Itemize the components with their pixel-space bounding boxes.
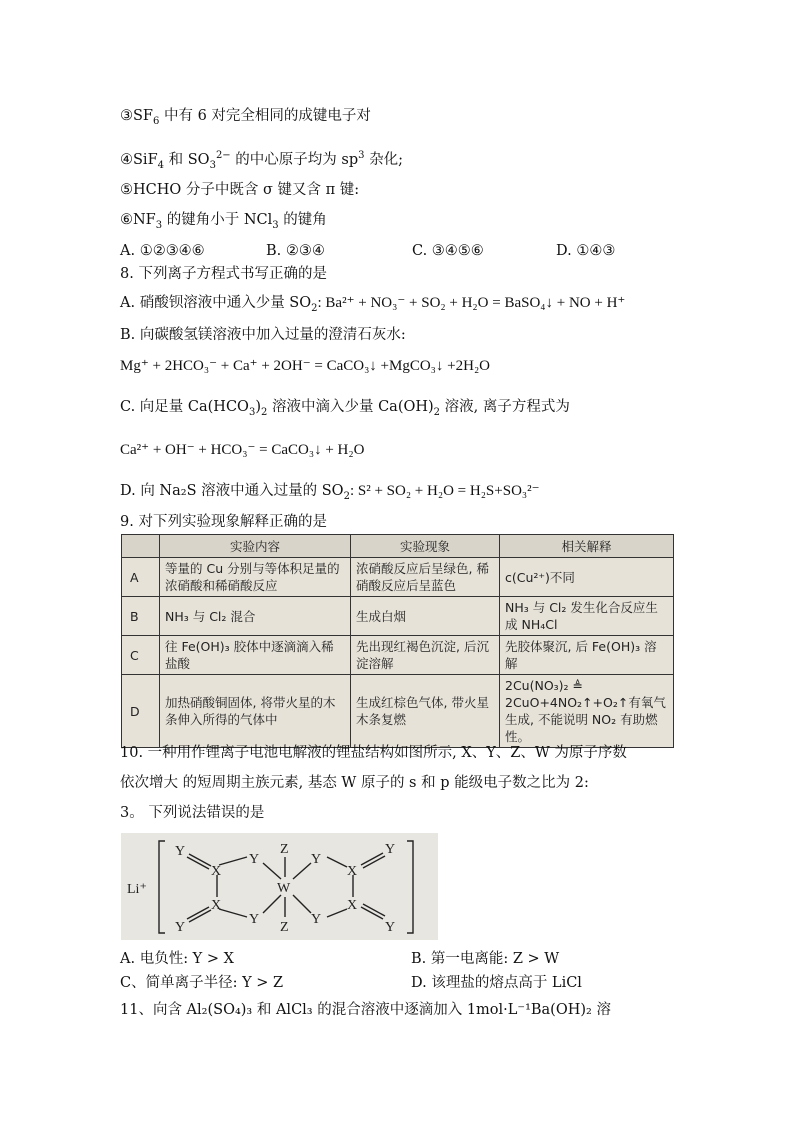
- atom-y: Y: [249, 912, 260, 927]
- q8-option-b-equation: Mg⁺ + 2HCO₃⁻ + Ca⁺ + 2OH⁻ = CaCO₃↓ +MgCO₃↓ +2H₂O: [120, 358, 491, 374]
- q7-option-c: C. ③④⑤⑥: [412, 243, 484, 259]
- q10-option-b: B. 第一电离能: Z > W: [411, 951, 560, 967]
- atom-z: Z: [280, 920, 289, 935]
- table-header-id: [122, 535, 160, 558]
- q9-stem: 9. 对下列实验现象解释正确的是: [120, 514, 327, 530]
- row-content: 往 Fe(OH)₃ 胶体中逐滴滴入稀盐酸: [160, 636, 351, 675]
- row-phenomenon: 浓硝酸反应后呈绿色, 稀硝酸反应后呈蓝色: [351, 558, 500, 597]
- q7-item4-end: 杂化;: [364, 152, 404, 168]
- q8-option-c-text: C. 向足量 Ca(HCO: [120, 399, 249, 415]
- q7-item4-mid: 和 SO: [164, 152, 210, 168]
- table-header-content: 实验内容: [160, 535, 351, 558]
- q8-option-d: D. 向 Na₂S 溶液中通入过量的 $SO_2$: S² + SO₂ + H₂O = H₂S+SO₃²⁻: [120, 483, 540, 502]
- q10-line2: 依次增大 的短周期主族元素, 基态 W 原子的 s 和 p 能级电子数之比为 2:: [120, 775, 589, 791]
- row-id: C: [122, 636, 160, 675]
- atom-x: X: [347, 864, 358, 879]
- row-explanation: c(Cu²⁺)不同: [500, 558, 674, 597]
- row-explanation: NH₃ 与 Cl₂ 发生化合反应生成 NH₄Cl: [500, 597, 674, 636]
- row-explanation: 先胶体聚沉, 后 Fe(OH)₃ 溶解: [500, 636, 674, 675]
- q7-option-d: D. ①④③: [556, 243, 616, 259]
- q10-line3: 3。 下列说法错误的是: [120, 805, 265, 821]
- atom-x: X: [211, 864, 222, 879]
- atom-y: Y: [311, 912, 322, 927]
- q7-item3-sub: 6: [153, 115, 160, 127]
- lithium-cation: Li⁺: [127, 882, 147, 897]
- q8-stem: 8. 下列离子方程式书写正确的是: [120, 266, 327, 282]
- row-content: 加热硝酸铜固体, 将带火星的木条伸入所得的气体中: [160, 675, 351, 748]
- table-header-explanation: 相关解释: [500, 535, 674, 558]
- atom-w: W: [277, 881, 291, 896]
- atom-y: Y: [385, 842, 396, 857]
- q7-item4-mid2: 的中心原子均为 sp: [230, 152, 359, 168]
- experiment-table: [121, 534, 674, 748]
- q11-line1: 11、向含 Al₂(SO₄)₃ 和 AlCl₃ 的混合溶液中逐滴加入 1mol·L⁻¹Ba(OH)₂ 溶: [120, 1002, 611, 1018]
- q7-item6-mid: 的键角小于 NCl: [162, 212, 273, 228]
- q8-option-d-text: D. 向 Na₂S 溶液中通入过量的 SO: [120, 483, 344, 499]
- q7-item3-rest: 中有 6 对完全相同的成键电子对: [159, 108, 371, 124]
- table-row: [122, 597, 674, 636]
- table-header-row: [122, 535, 674, 558]
- atom-y: Y: [175, 844, 186, 859]
- q7-option-a: A. ①②③④⑥: [120, 243, 205, 259]
- q7-item4-text: ④SiF: [120, 152, 158, 168]
- q7-item6-sub1: 3: [155, 219, 163, 231]
- q8-option-c-equation: Ca²⁺ + OH⁻ + HCO₃⁻ = CaCO₃↓ + H₂O: [120, 442, 365, 458]
- q8-option-d-equation: : S² + SO₂ + H₂O = H₂S+SO₃²⁻: [349, 483, 540, 499]
- row-id: A: [122, 558, 160, 597]
- q10-line1: 10. 一种用作锂离子电池电解液的锂盐结构如图所示, X、Y、Z、W 为原子序数: [120, 745, 627, 761]
- q8-option-c-end: 溶液, 离子方程式为: [440, 399, 570, 415]
- q8-option-a: A. 硝酸钡溶液中通入少量 $SO_2$: Ba²⁺ + NO₃⁻ + SO₂ + H₂O = BaSO₄↓ + NO + H⁺: [120, 295, 626, 314]
- table-row: [122, 675, 674, 748]
- q8-option-c: C. 向足量 $Ca(HCO_3)_2$ 溶液中滴入少量 $Ca(OH)_2$ 溶液, 离子方程式为: [120, 399, 570, 418]
- atom-y: Y: [249, 852, 260, 867]
- row-explanation: 2Cu(NO₃)₂ ≜ 2CuO+4NO₂↑+O₂↑有氧气生成, 不能说明 NO₂ 有助燃性。: [500, 675, 674, 748]
- atom-x: X: [347, 898, 358, 913]
- q7-item4: [120, 150, 403, 170]
- row-id: D: [122, 675, 160, 748]
- atom-y: Y: [175, 920, 186, 935]
- q7-item4-sup3: 3: [358, 150, 365, 162]
- q7-item3-text: ③SF: [120, 108, 153, 124]
- atom-y: Y: [385, 920, 396, 935]
- table-row: [122, 636, 674, 675]
- table-row: [122, 558, 674, 597]
- q7-item6-text: ⑥NF: [120, 212, 156, 228]
- row-phenomenon: 先出现红褐色沉淀, 后沉淀溶解: [351, 636, 500, 675]
- q7-item4-sup2: 2−: [215, 150, 231, 162]
- table-header-phenomenon: 实验现象: [351, 535, 500, 558]
- atom-z: Z: [280, 842, 289, 857]
- q7-option-b: B. ②③④: [266, 243, 325, 259]
- q8-option-a-equation: : Ba²⁺ + NO₃⁻ + SO₂ + H₂O = BaSO₄↓ + NO + H⁺: [317, 295, 626, 311]
- q10-option-c: C、简单离子半径: Y > Z: [120, 975, 284, 991]
- row-id: B: [122, 597, 160, 636]
- q8-option-c-mid: 溶液中滴入少量 Ca(OH): [267, 399, 434, 415]
- q7-item6: [120, 210, 327, 230]
- q7-item6-end: 的键角: [278, 212, 327, 228]
- q7-item6-sub2: 3: [272, 219, 279, 231]
- atom-x: X: [211, 898, 222, 913]
- q7-item4-sub2: 3: [209, 159, 216, 171]
- lithium-salt-structure: [121, 833, 438, 940]
- q7-item5: ⑤HCHO 分子中既含 σ 键又含 π 键:: [120, 182, 360, 198]
- atom-y: Y: [311, 852, 322, 867]
- row-phenomenon: 生成白烟: [351, 597, 500, 636]
- q7-item4-sub1: 4: [157, 159, 165, 171]
- row-content: 等量的 Cu 分别与等体积足量的浓硝酸和稀硝酸反应: [160, 558, 351, 597]
- q7-item3: [120, 106, 371, 126]
- q8-option-c-paren: ): [255, 399, 261, 415]
- q10-option-a: A. 电负性: Y > X: [120, 951, 234, 967]
- row-content: NH₃ 与 Cl₂ 混合: [160, 597, 351, 636]
- q8-option-a-text: A. 硝酸钡溶液中通入少量 SO: [120, 295, 312, 311]
- q10-option-d: D. 该理盐的熔点高于 LiCl: [411, 975, 582, 991]
- row-phenomenon: 生成红棕色气体, 带火星木条复燃: [351, 675, 500, 748]
- q8-option-b: B. 向碳酸氢镁溶液中加入过量的澄清石灰水:: [120, 327, 406, 343]
